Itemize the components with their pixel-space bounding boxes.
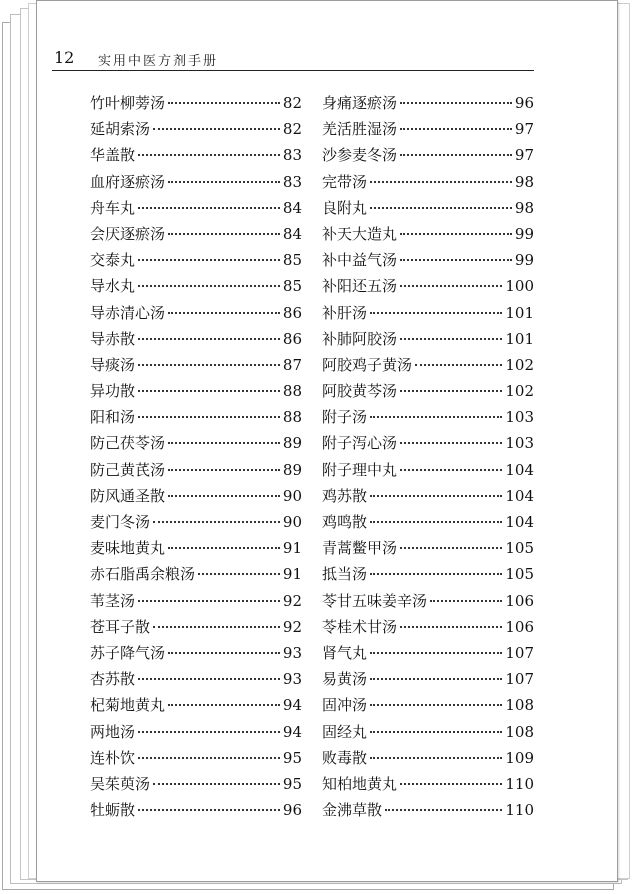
toc-entry-page: 94 xyxy=(282,722,302,741)
toc-entry xyxy=(322,275,534,301)
toc-entry-page: 110 xyxy=(505,801,534,820)
toc-entry-title: 连朴饮 xyxy=(90,748,136,767)
toc-entry xyxy=(322,668,534,694)
dot-leader xyxy=(168,704,280,706)
toc-entry xyxy=(322,223,534,249)
toc-entry xyxy=(322,799,534,825)
toc-entry-page: 83 xyxy=(282,146,302,165)
toc-entry-page: 84 xyxy=(282,224,302,243)
toc-entry-title: 附子汤 xyxy=(322,408,368,427)
toc-entry-title: 导赤散 xyxy=(90,329,136,348)
toc-entry-page: 88 xyxy=(282,408,302,427)
toc-entry xyxy=(322,537,534,563)
toc-entry xyxy=(322,249,534,275)
toc-entry xyxy=(90,563,302,589)
toc-entry xyxy=(90,432,302,458)
toc-entry xyxy=(322,197,534,223)
toc-entry xyxy=(322,92,534,118)
toc-entry-page: 89 xyxy=(282,460,302,479)
dot-leader xyxy=(400,390,502,392)
toc-entry-page: 96 xyxy=(282,801,302,820)
toc-entry-title: 附子泻心汤 xyxy=(322,434,398,453)
toc-entry xyxy=(90,197,302,223)
toc-entry-page: 94 xyxy=(282,696,302,715)
dot-leader xyxy=(400,783,502,785)
toc-entry xyxy=(322,118,534,144)
toc-entry xyxy=(322,511,534,537)
dot-leader xyxy=(168,233,280,235)
toc-entry-page: 108 xyxy=(505,722,534,741)
dot-leader xyxy=(370,678,502,680)
dot-leader xyxy=(370,416,502,418)
dot-leader xyxy=(370,704,502,706)
toc-entry-title: 羌活胜湿汤 xyxy=(322,120,398,139)
toc-entry-page: 103 xyxy=(505,434,534,453)
toc-entry-page: 104 xyxy=(505,486,534,505)
toc-entry-title: 补阳还五汤 xyxy=(322,277,398,296)
toc-entry xyxy=(322,354,534,380)
toc-entry-title: 固经丸 xyxy=(322,722,368,741)
toc-entry xyxy=(90,223,302,249)
toc-entry xyxy=(90,590,302,616)
toc-entry-page: 101 xyxy=(505,329,534,348)
toc-entry-title: 肾气丸 xyxy=(322,643,368,662)
toc-entry-page: 99 xyxy=(514,224,534,243)
toc-entry-page: 93 xyxy=(282,643,302,662)
dot-leader xyxy=(400,233,512,235)
dot-leader xyxy=(198,573,280,575)
toc-entry-title: 阿胶鸡子黄汤 xyxy=(322,355,413,374)
dot-leader xyxy=(370,495,502,497)
toc-entry-page: 95 xyxy=(282,774,302,793)
toc-entry xyxy=(90,511,302,537)
toc-entry-page: 102 xyxy=(505,355,534,374)
toc-entry-title: 抵当汤 xyxy=(322,565,368,584)
dot-leader xyxy=(168,102,280,104)
toc-entry-title: 华盖散 xyxy=(90,146,136,165)
toc-entry-page: 92 xyxy=(282,591,302,610)
toc-entry-page: 100 xyxy=(505,277,534,296)
dot-leader xyxy=(153,783,280,785)
toc-entry-title: 导赤清心汤 xyxy=(90,303,166,322)
toc-entry-page: 109 xyxy=(505,748,534,767)
toc-left-column xyxy=(90,92,302,825)
toc-entry-title: 舟车丸 xyxy=(90,198,136,217)
dot-leader xyxy=(138,285,280,287)
toc-entry-title: 鸡鸣散 xyxy=(322,513,368,531)
dot-leader xyxy=(400,102,512,104)
toc-entry-title: 苓甘五味姜辛汤 xyxy=(322,591,428,610)
toc-entry-page: 82 xyxy=(282,94,302,112)
toc-entry-title: 防风通圣散 xyxy=(90,486,166,505)
toc-entry xyxy=(322,406,534,432)
dot-leader xyxy=(430,600,502,602)
dot-leader xyxy=(370,652,502,654)
toc-entry xyxy=(322,694,534,720)
toc-entry-page: 89 xyxy=(282,434,302,453)
dot-leader xyxy=(138,809,280,811)
toc-entry-title: 补中益气汤 xyxy=(322,251,398,270)
dot-leader xyxy=(370,573,502,575)
toc-entry-page: 99 xyxy=(514,251,534,270)
toc-entry-title: 青蒿鳖甲汤 xyxy=(322,539,398,558)
toc-entry-page: 90 xyxy=(282,486,302,505)
toc-entry-page: 101 xyxy=(505,303,534,322)
toc-entry-page: 104 xyxy=(505,460,534,479)
toc-entry xyxy=(90,668,302,694)
dot-leader xyxy=(400,547,502,549)
toc-entry xyxy=(90,144,302,170)
toc-entry-title: 败毒散 xyxy=(322,748,368,767)
toc-entry-title: 附子理中丸 xyxy=(322,460,398,479)
toc-entry-page: 84 xyxy=(282,198,302,217)
dot-leader xyxy=(370,731,502,733)
dot-leader xyxy=(168,469,280,471)
toc-entry-page: 106 xyxy=(505,617,534,636)
toc-entry xyxy=(322,459,534,485)
toc-entry-page: 91 xyxy=(282,539,302,558)
dot-leader xyxy=(400,338,502,340)
dot-leader xyxy=(138,600,280,602)
toc-entry-title: 补肝汤 xyxy=(322,303,368,322)
toc-entry xyxy=(90,485,302,511)
toc-entry xyxy=(322,721,534,747)
toc-entry-title: 阿胶黄芩汤 xyxy=(322,382,398,401)
toc-entry-title: 苓桂术甘汤 xyxy=(322,617,398,636)
toc-entry-title: 鸡苏散 xyxy=(322,486,368,505)
toc-entry-page: 97 xyxy=(514,146,534,165)
toc-entry-page: 105 xyxy=(505,565,534,584)
toc-entry-title: 吴茱萸汤 xyxy=(90,774,151,793)
dot-leader xyxy=(138,757,280,759)
dot-leader xyxy=(138,416,280,418)
toc-entry xyxy=(90,171,302,197)
toc-entry xyxy=(322,302,534,328)
dot-leader xyxy=(153,626,280,628)
dot-leader xyxy=(385,809,502,811)
toc-entry-title: 良附丸 xyxy=(322,198,368,217)
toc-entry-title: 麦门冬汤 xyxy=(90,513,151,531)
toc-entry xyxy=(90,642,302,668)
toc-entry-page: 103 xyxy=(505,408,534,427)
toc-entry-title: 沙参麦冬汤 xyxy=(322,146,398,165)
toc-entry-page: 91 xyxy=(282,565,302,584)
toc-entry xyxy=(90,275,302,301)
toc-entry xyxy=(322,380,534,406)
dot-leader xyxy=(400,154,512,156)
dot-leader xyxy=(370,521,502,523)
dot-leader xyxy=(168,547,280,549)
dot-leader xyxy=(138,390,280,392)
page-number: 12 xyxy=(54,48,75,67)
toc-entry-title: 血府逐瘀汤 xyxy=(90,172,166,191)
toc-entry-page: 82 xyxy=(282,120,302,139)
toc-entry-page: 83 xyxy=(282,172,302,191)
toc-entry xyxy=(90,616,302,642)
toc-entry xyxy=(322,432,534,458)
toc-entry xyxy=(90,406,302,432)
toc-entry-title: 异功散 xyxy=(90,382,136,401)
dot-leader xyxy=(168,181,280,183)
toc-entry xyxy=(90,537,302,563)
toc-entry xyxy=(90,380,302,406)
toc-entry-title: 交泰丸 xyxy=(90,251,136,270)
toc-entry-title: 赤石脂禹余粮汤 xyxy=(90,565,196,584)
toc-entry xyxy=(90,799,302,825)
dot-leader xyxy=(400,259,512,261)
toc-entry-page: 110 xyxy=(505,774,534,793)
dot-leader xyxy=(168,495,280,497)
toc-entry xyxy=(90,721,302,747)
dot-leader xyxy=(415,364,502,366)
toc-entry xyxy=(90,249,302,275)
toc-entry-title: 金沸草散 xyxy=(322,801,383,820)
toc-entry xyxy=(322,485,534,511)
toc-entry-title: 完带汤 xyxy=(322,172,368,191)
toc-entry-title: 身痛逐瘀汤 xyxy=(322,94,398,112)
toc-entry-page: 85 xyxy=(282,251,302,270)
toc-entry-page: 93 xyxy=(282,670,302,689)
toc-entry xyxy=(90,747,302,773)
toc-entry xyxy=(322,171,534,197)
toc-entry-title: 两地汤 xyxy=(90,722,136,741)
dot-leader xyxy=(400,442,502,444)
page-header xyxy=(52,44,534,71)
toc-entry-page: 108 xyxy=(505,696,534,715)
toc-entry-page: 97 xyxy=(514,120,534,139)
toc-entry xyxy=(322,616,534,642)
dot-leader xyxy=(153,128,280,130)
dot-leader xyxy=(400,285,502,287)
dot-leader xyxy=(370,757,502,759)
toc-entry-title: 苏子降气汤 xyxy=(90,643,166,662)
toc-entry-title: 牡蛎散 xyxy=(90,801,136,820)
toc-entry-page: 88 xyxy=(282,382,302,401)
toc-entry-page: 105 xyxy=(505,539,534,558)
toc-entry xyxy=(322,747,534,773)
toc-entry-title: 苍耳子散 xyxy=(90,617,151,636)
dot-leader xyxy=(168,312,280,314)
toc-entry-page: 92 xyxy=(282,617,302,636)
dot-leader xyxy=(138,338,280,340)
toc-entry-page: 107 xyxy=(505,670,534,689)
toc-entry xyxy=(322,563,534,589)
dot-leader xyxy=(138,154,280,156)
toc-entry xyxy=(90,302,302,328)
toc-entry xyxy=(322,773,534,799)
toc-entry-page: 102 xyxy=(505,382,534,401)
toc-entry xyxy=(90,694,302,720)
dot-leader xyxy=(400,469,502,471)
toc-entry xyxy=(90,459,302,485)
toc-entry-page: 86 xyxy=(282,329,302,348)
toc-entry-title: 延胡索汤 xyxy=(90,120,151,139)
toc-entry-page: 104 xyxy=(505,513,534,531)
dot-leader xyxy=(370,207,512,209)
toc-entry xyxy=(322,590,534,616)
dot-leader xyxy=(400,626,502,628)
toc-entry-page: 85 xyxy=(282,277,302,296)
toc-entry-title: 杞菊地黄丸 xyxy=(90,696,166,715)
toc-entry-title: 防己黄芪汤 xyxy=(90,460,166,479)
toc-entry-page: 90 xyxy=(282,513,302,531)
dot-leader xyxy=(370,181,512,183)
toc-entry xyxy=(90,118,302,144)
toc-entry-title: 竹叶柳蒡汤 xyxy=(90,94,166,112)
dot-leader xyxy=(138,678,280,680)
toc-entry-title: 导痰汤 xyxy=(90,355,136,374)
toc-entry xyxy=(322,328,534,354)
dot-leader xyxy=(138,731,280,733)
toc-entry-title: 补肺阿胶汤 xyxy=(322,329,398,348)
toc-entry-title: 防己茯苓汤 xyxy=(90,434,166,453)
toc-right-column xyxy=(322,92,534,825)
dot-leader xyxy=(138,207,280,209)
toc-entry-title: 知柏地黄丸 xyxy=(322,774,398,793)
dot-leader xyxy=(138,259,280,261)
dot-leader xyxy=(138,364,280,366)
book-title: 实用中医方剂手册 xyxy=(98,54,219,69)
toc-entry-title: 易黄汤 xyxy=(322,670,368,689)
toc-entry-page: 107 xyxy=(505,643,534,662)
dot-leader xyxy=(370,312,502,314)
toc-entry-page: 96 xyxy=(514,94,534,112)
toc-entry-page: 87 xyxy=(282,355,302,374)
toc-entry xyxy=(322,144,534,170)
toc-entry-page: 98 xyxy=(514,172,534,191)
toc-entry-title: 麦味地黄丸 xyxy=(90,539,166,558)
dot-leader xyxy=(400,128,512,130)
toc-entry-page: 86 xyxy=(282,303,302,322)
dot-leader xyxy=(168,442,280,444)
toc-entry-page: 98 xyxy=(514,198,534,217)
toc-entry xyxy=(322,642,534,668)
toc-entry-title: 苇茎汤 xyxy=(90,591,136,610)
toc-entry-page: 95 xyxy=(282,748,302,767)
toc-entry xyxy=(90,92,302,118)
dot-leader xyxy=(153,521,280,523)
toc-entry xyxy=(90,354,302,380)
toc-entry-title: 导水丸 xyxy=(90,277,136,296)
toc-entry-page: 106 xyxy=(505,591,534,610)
toc-entry-title: 固冲汤 xyxy=(322,696,368,715)
toc-entry xyxy=(90,328,302,354)
toc-entry xyxy=(90,773,302,799)
dot-leader xyxy=(168,652,280,654)
toc-entry-title: 会厌逐瘀汤 xyxy=(90,224,166,243)
toc-entry-title: 杏苏散 xyxy=(90,670,136,689)
toc-entry-title: 阳和汤 xyxy=(90,408,136,427)
toc-entry-title: 补天大造丸 xyxy=(322,224,398,243)
